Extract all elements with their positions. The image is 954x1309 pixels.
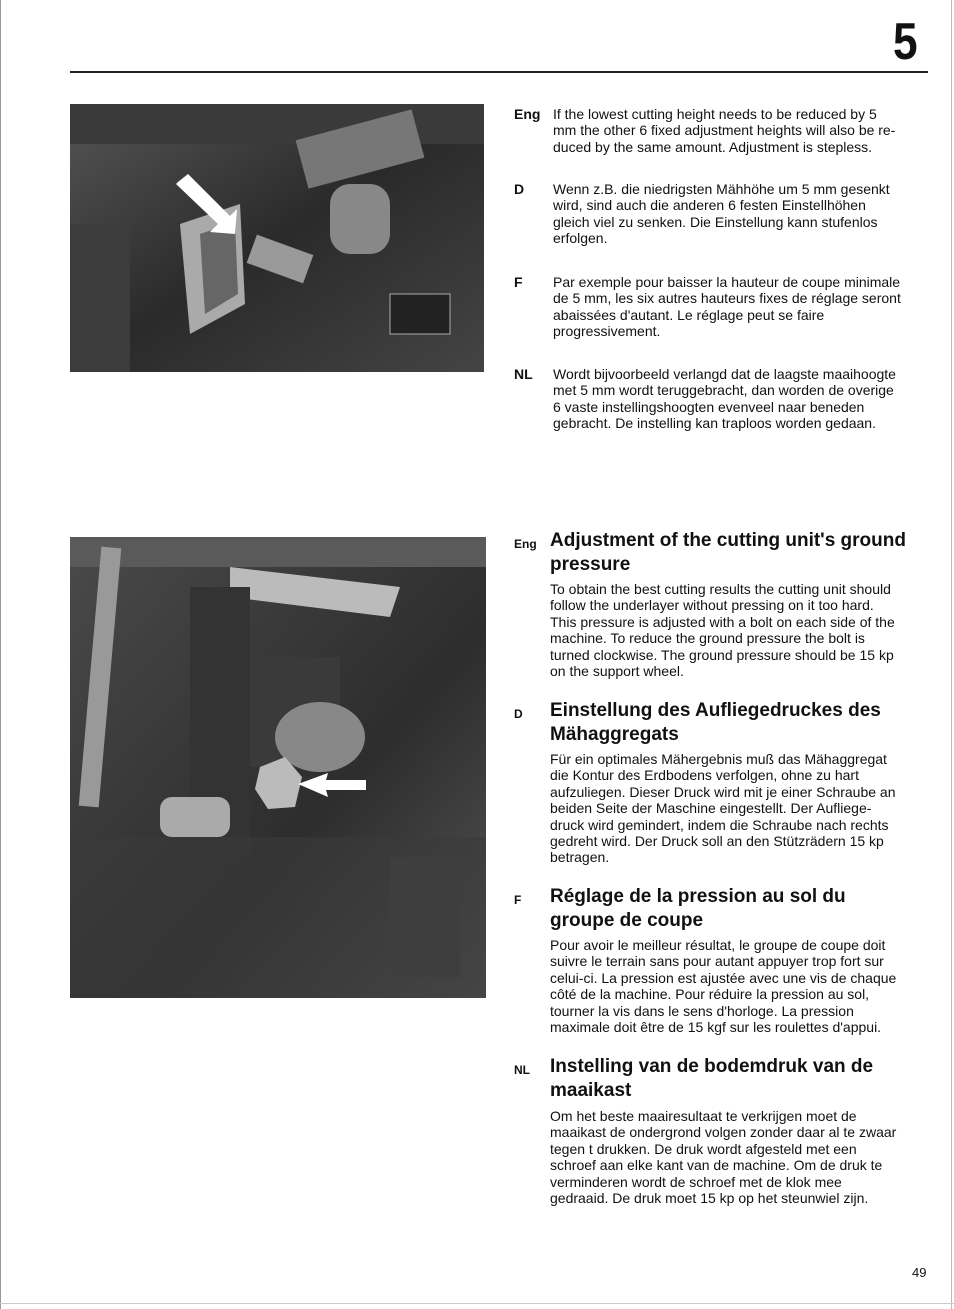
lang-label-f: F bbox=[514, 893, 522, 907]
heading-nl: Instelling van de bodemdruk van de maaikast bbox=[550, 1056, 874, 1101]
paragraph-f: Par exemple pour baisser la hauteur de coupe minimale de 5 mm, les six autres hauteurs fixes de réglage seront abaissées d'autant. Le réglage peut se faire progressivement. bbox=[553, 274, 901, 340]
page-number: 49 bbox=[912, 1265, 927, 1280]
page-edge-right bbox=[951, 0, 952, 1309]
lang-label-d: D bbox=[514, 707, 523, 721]
paragraph-eng: To obtain the best cutting results the cutting unit should follow the underlayer without pressing on it too hard. This pressure is adjusted with a bolt on each side of the machine. To reduce the ground pressure the bolt is turned clockwise. The ground pressure should be 15 kp on the support wheel. bbox=[550, 581, 895, 680]
heading-f: Réglage de la pression au sol du groupe de coupe bbox=[550, 886, 846, 931]
paragraph-nl: Om het beste maairesultaat te verkrijgen moet de maaikast de ondergrond volgen zonder daar al te zwaar tegen t drukken. De druk wordt afgesteld met een schroef aan elke kant van de machine. Om de druk te verminderen wordt de schroef met de klok mee gedraaid. De druk moet 15 kp op het steunwiel zijn. bbox=[550, 1108, 897, 1207]
paragraph-d: Wenn z.B. die niedrigsten Mähhöhe um 5 mm gesenkt wird, sind auch die anderen 6 festen Einstellhöhen gleich viel zu senken. Die Einstellung kann stufenlos erfolgen. bbox=[553, 181, 890, 247]
lang-label-d: D bbox=[514, 181, 525, 197]
lang-label-f: F bbox=[514, 274, 523, 290]
paragraph-d: Für ein optimales Mähergebnis muß das Mähaggregat die Kontur des Erdbodens verfolgen, ohne zu hart aufzuliegen. Dieser Druck wird mit je einer Schraube an beiden Seite der Maschine eingestellt. Der Aufliege- druck wird gemindert, indem die Schraube nach rechts gedreht wird. Der Druck soll an den Stützrädern 15 kp betragen. bbox=[550, 751, 896, 866]
header-rule bbox=[70, 71, 928, 73]
heading-d: Einstellung des Aufliegedruckes des Mähaggregats bbox=[550, 700, 881, 745]
lang-label-nl: NL bbox=[514, 1063, 530, 1077]
paragraph-nl: Wordt bijvoorbeeld verlangd dat de laagste maaihoogte met 5 mm wordt teruggebracht, dan worden de overige 6 vaste instellingshoogten evenveel naar beneden gebracht. De instelling kan traploos worden gedaan. bbox=[553, 366, 896, 432]
footer-rule bbox=[0, 1303, 954, 1304]
page-edge bbox=[0, 0, 1, 1309]
lang-label-eng: Eng bbox=[514, 106, 541, 122]
lang-label-eng: Eng bbox=[514, 537, 537, 551]
paragraph-eng: If the lowest cutting height needs to be reduced by 5 mm the other 6 fixed adjustment heights will also be re- duced by the same amount. Adjustment is stepless. bbox=[553, 106, 896, 155]
paragraph-f: Pour avoir le meilleur résultat, le groupe de coupe doit suivre le terrain sans pour autant appuyer trop fort sur celui-ci. La pression est ajustée avec une vis de chaque côté de la machine. Pour réduire la pression au sol, tourner la vis dans le sens d'horloge. La pression maximale doit être de 15 kgf sur les roulettes d'appui. bbox=[550, 937, 897, 1036]
chapter-number: 5 bbox=[893, 13, 918, 71]
ground-pressure-bolt-photo bbox=[70, 537, 486, 998]
lang-label-nl: NL bbox=[514, 366, 533, 382]
cutting-height-adjustment-photo bbox=[70, 104, 484, 372]
heading-eng: Adjustment of the cutting unit's ground pressure bbox=[550, 530, 906, 575]
